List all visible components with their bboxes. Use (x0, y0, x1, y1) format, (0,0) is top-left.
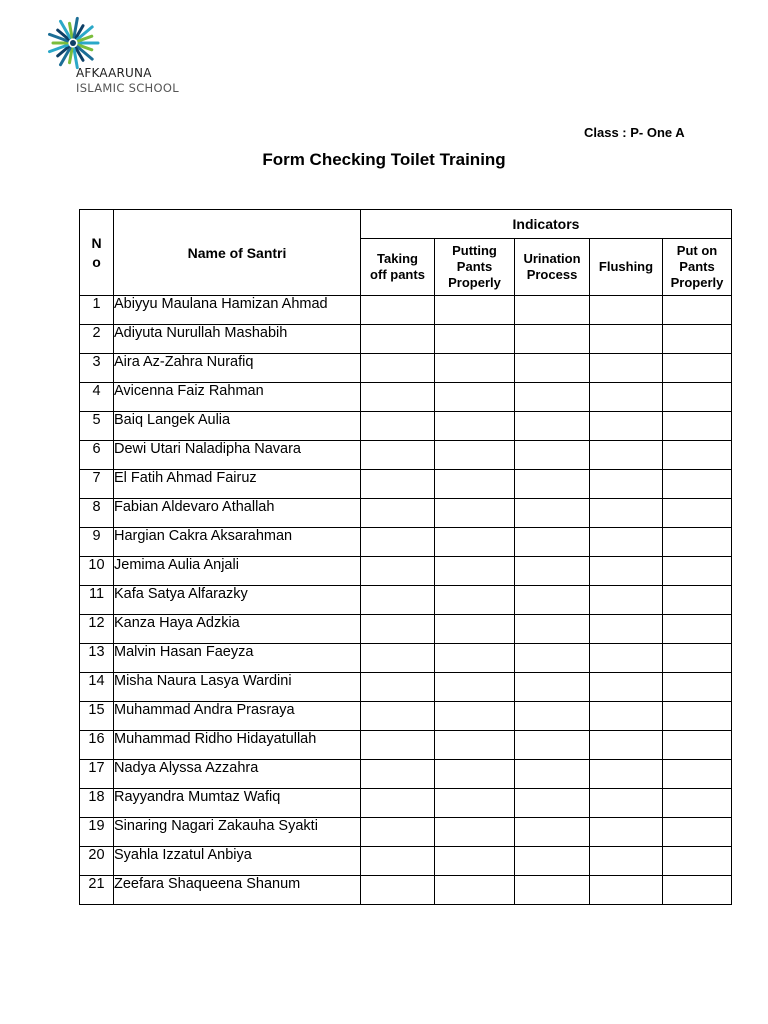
check-cell[interactable] (435, 441, 515, 470)
check-cell[interactable] (361, 673, 435, 702)
row-number: 12 (80, 615, 114, 644)
check-cell[interactable] (515, 673, 590, 702)
row-number: 17 (80, 760, 114, 789)
table-row (80, 789, 732, 818)
table-row (80, 615, 732, 644)
check-cell[interactable] (361, 296, 435, 325)
student-name: Hargian Cakra Aksarahman (114, 528, 361, 557)
student-name: Baiq Langek Aulia (114, 412, 361, 441)
check-cell[interactable] (590, 847, 663, 876)
check-cell[interactable] (515, 644, 590, 673)
school-logo (44, 14, 194, 98)
student-name: Sinaring Nagari Zakauha Syakti (114, 818, 361, 847)
check-cell[interactable] (590, 499, 663, 528)
row-number: 4 (80, 383, 114, 412)
row-number: 7 (80, 470, 114, 499)
check-cell[interactable] (590, 557, 663, 586)
check-cell[interactable] (361, 731, 435, 760)
check-cell[interactable] (590, 470, 663, 499)
table-row (80, 644, 732, 673)
table-row (80, 528, 732, 557)
row-number: 13 (80, 644, 114, 673)
sunburst-logo-icon (46, 16, 108, 72)
check-cell[interactable] (435, 644, 515, 673)
check-cell[interactable] (663, 615, 732, 644)
check-cell[interactable] (663, 499, 732, 528)
check-cell[interactable] (361, 354, 435, 383)
check-cell[interactable] (435, 586, 515, 615)
student-name: Rayyandra Mumtaz Wafiq (114, 789, 361, 818)
header-indicators: Indicators (361, 210, 732, 239)
header-indicator-text: Put on (676, 243, 718, 258)
check-cell[interactable] (361, 441, 435, 470)
row-number: 11 (80, 586, 114, 615)
check-cell[interactable] (515, 470, 590, 499)
check-cell[interactable] (590, 615, 663, 644)
student-name: Dewi Utari Naladipha Navara (114, 441, 361, 470)
student-name: Kanza Haya Adzkia (114, 615, 361, 644)
table-row (80, 354, 732, 383)
header-indicator-text: Pants (679, 259, 715, 274)
page-title: Form Checking Toilet Training (262, 150, 506, 169)
check-cell[interactable] (435, 296, 515, 325)
student-name: Avicenna Faiz Rahman (114, 383, 361, 412)
table-row (80, 557, 732, 586)
check-cell[interactable] (435, 354, 515, 383)
check-cell[interactable] (663, 528, 732, 557)
check-cell[interactable] (663, 876, 732, 905)
check-cell[interactable] (590, 383, 663, 412)
check-cell[interactable] (590, 296, 663, 325)
check-cell[interactable] (361, 789, 435, 818)
check-cell[interactable] (435, 731, 515, 760)
logo-center (70, 40, 76, 46)
check-cell[interactable] (435, 760, 515, 789)
table-row (80, 731, 732, 760)
check-cell[interactable] (590, 354, 663, 383)
check-cell[interactable] (663, 470, 732, 499)
table-row (80, 412, 732, 441)
table-row (80, 383, 732, 412)
row-number: 14 (80, 673, 114, 702)
header-indicator-text: Properly (670, 275, 724, 290)
check-cell[interactable] (663, 818, 732, 847)
check-cell[interactable] (361, 470, 435, 499)
check-cell[interactable] (590, 325, 663, 354)
check-cell[interactable] (590, 673, 663, 702)
check-cell[interactable] (590, 441, 663, 470)
check-cell[interactable] (435, 325, 515, 354)
check-cell[interactable] (361, 325, 435, 354)
check-cell[interactable] (435, 702, 515, 731)
check-cell[interactable] (435, 818, 515, 847)
check-cell[interactable] (590, 586, 663, 615)
check-cell[interactable] (590, 644, 663, 673)
header-name: Name of Santri (114, 210, 361, 296)
header-indicator-text: Putting (452, 243, 497, 258)
table-row (80, 876, 732, 905)
table-row (80, 702, 732, 731)
header-no-line2: o (92, 253, 101, 270)
header-indicator-1 (361, 239, 435, 296)
logo-subtitle: ISLAMIC SCHOOL (76, 81, 179, 95)
student-name: Abiyyu Maulana Hamizan Ahmad (114, 296, 361, 325)
header-indicator-4 (590, 239, 663, 296)
checklist-table (79, 209, 732, 905)
check-cell[interactable] (515, 615, 590, 644)
row-number: 19 (80, 818, 114, 847)
check-cell[interactable] (663, 644, 732, 673)
row-number: 3 (80, 354, 114, 383)
row-number: 16 (80, 731, 114, 760)
check-cell[interactable] (515, 702, 590, 731)
check-cell[interactable] (435, 557, 515, 586)
check-cell[interactable] (361, 702, 435, 731)
check-cell[interactable] (361, 383, 435, 412)
table-row (80, 325, 732, 354)
header-indicator-text: Taking (377, 251, 418, 266)
check-cell[interactable] (663, 383, 732, 412)
table-row (80, 470, 732, 499)
student-name: Aira Az-Zahra Nurafiq (114, 354, 361, 383)
check-cell[interactable] (515, 383, 590, 412)
check-cell[interactable] (515, 847, 590, 876)
check-cell[interactable] (435, 847, 515, 876)
check-cell[interactable] (515, 499, 590, 528)
check-cell[interactable] (590, 760, 663, 789)
check-cell[interactable] (361, 876, 435, 905)
student-name: Muhammad Andra Prasraya (114, 702, 361, 731)
student-name: Muhammad Ridho Hidayatullah (114, 731, 361, 760)
header-indicator-text: Flushing (598, 259, 654, 274)
table-row (80, 760, 732, 789)
check-cell[interactable] (663, 441, 732, 470)
row-number: 10 (80, 557, 114, 586)
check-cell[interactable] (361, 615, 435, 644)
student-name: Jemima Aulia Anjali (114, 557, 361, 586)
student-name: Fabian Aldevaro Athallah (114, 499, 361, 528)
check-cell[interactable] (361, 644, 435, 673)
check-cell[interactable] (663, 296, 732, 325)
check-cell[interactable] (515, 731, 590, 760)
check-cell[interactable] (663, 760, 732, 789)
check-cell[interactable] (663, 789, 732, 818)
check-cell[interactable] (590, 702, 663, 731)
check-cell[interactable] (515, 789, 590, 818)
header-indicator-2 (435, 239, 515, 296)
row-number: 1 (80, 296, 114, 325)
check-cell[interactable] (663, 325, 732, 354)
table-row (80, 847, 732, 876)
header-indicator-text: Properly (448, 275, 501, 290)
check-cell[interactable] (663, 731, 732, 760)
check-cell[interactable] (515, 760, 590, 789)
header-indicator-text: off pants (370, 267, 425, 282)
check-cell[interactable] (435, 528, 515, 557)
check-cell[interactable] (663, 354, 732, 383)
row-number: 8 (80, 499, 114, 528)
table-row (80, 673, 732, 702)
check-cell[interactable] (515, 354, 590, 383)
header-indicator-5 (663, 239, 732, 296)
check-cell[interactable] (663, 673, 732, 702)
row-number: 15 (80, 702, 114, 731)
check-cell[interactable] (435, 673, 515, 702)
check-cell[interactable] (590, 731, 663, 760)
table-row (80, 818, 732, 847)
check-cell[interactable] (663, 557, 732, 586)
header-indicator-text: Pants (456, 259, 493, 274)
check-cell[interactable] (590, 528, 663, 557)
check-cell[interactable] (515, 296, 590, 325)
check-cell[interactable] (590, 876, 663, 905)
row-number: 20 (80, 847, 114, 876)
check-cell[interactable] (361, 557, 435, 586)
check-cell[interactable] (361, 847, 435, 876)
check-cell[interactable] (663, 412, 732, 441)
check-cell[interactable] (515, 528, 590, 557)
check-cell[interactable] (435, 383, 515, 412)
check-cell[interactable] (435, 412, 515, 441)
check-cell[interactable] (663, 702, 732, 731)
row-number: 2 (80, 325, 114, 354)
logo-name: AFKAARUNA (76, 66, 152, 80)
check-cell[interactable] (515, 557, 590, 586)
check-cell[interactable] (515, 586, 590, 615)
check-cell[interactable] (361, 499, 435, 528)
header-indicator-text: Urination (523, 251, 581, 266)
class-label: Class : P- One A (584, 125, 685, 140)
student-name: Adiyuta Nurullah Mashabih (114, 325, 361, 354)
check-cell[interactable] (515, 818, 590, 847)
student-name: Malvin Hasan Faeyza (114, 644, 361, 673)
row-number: 5 (80, 412, 114, 441)
check-cell[interactable] (590, 818, 663, 847)
student-name: Syahla Izzatul Anbiya (114, 847, 361, 876)
check-cell[interactable] (515, 441, 590, 470)
check-cell[interactable] (361, 412, 435, 441)
header-indicator-3 (515, 239, 590, 296)
header-no (80, 210, 114, 296)
student-name: Kafa Satya Alfarazky (114, 586, 361, 615)
student-name: Nadya Alyssa Azzahra (114, 760, 361, 789)
table-row (80, 441, 732, 470)
check-cell[interactable] (435, 499, 515, 528)
header-indicator-text: Process (526, 267, 578, 282)
student-name: Misha Naura Lasya Wardini (114, 673, 361, 702)
check-cell[interactable] (435, 470, 515, 499)
check-cell[interactable] (515, 412, 590, 441)
check-cell[interactable] (435, 876, 515, 905)
header-no-line1: N (91, 234, 102, 251)
check-cell[interactable] (515, 876, 590, 905)
check-cell[interactable] (435, 789, 515, 818)
row-number: 21 (80, 876, 114, 905)
check-cell[interactable] (663, 586, 732, 615)
table-row (80, 586, 732, 615)
table-row (80, 296, 732, 325)
check-cell[interactable] (663, 847, 732, 876)
row-number: 6 (80, 441, 114, 470)
check-cell[interactable] (361, 818, 435, 847)
row-number: 18 (80, 789, 114, 818)
check-cell[interactable] (361, 528, 435, 557)
check-cell[interactable] (590, 412, 663, 441)
table-row (80, 499, 732, 528)
check-cell[interactable] (590, 789, 663, 818)
student-name: El Fatih Ahmad Fairuz (114, 470, 361, 499)
check-cell[interactable] (361, 760, 435, 789)
check-cell[interactable] (435, 615, 515, 644)
check-cell[interactable] (361, 586, 435, 615)
student-name: Zeefara Shaqueena Shanum (114, 876, 361, 905)
check-cell[interactable] (515, 325, 590, 354)
row-number: 9 (80, 528, 114, 557)
